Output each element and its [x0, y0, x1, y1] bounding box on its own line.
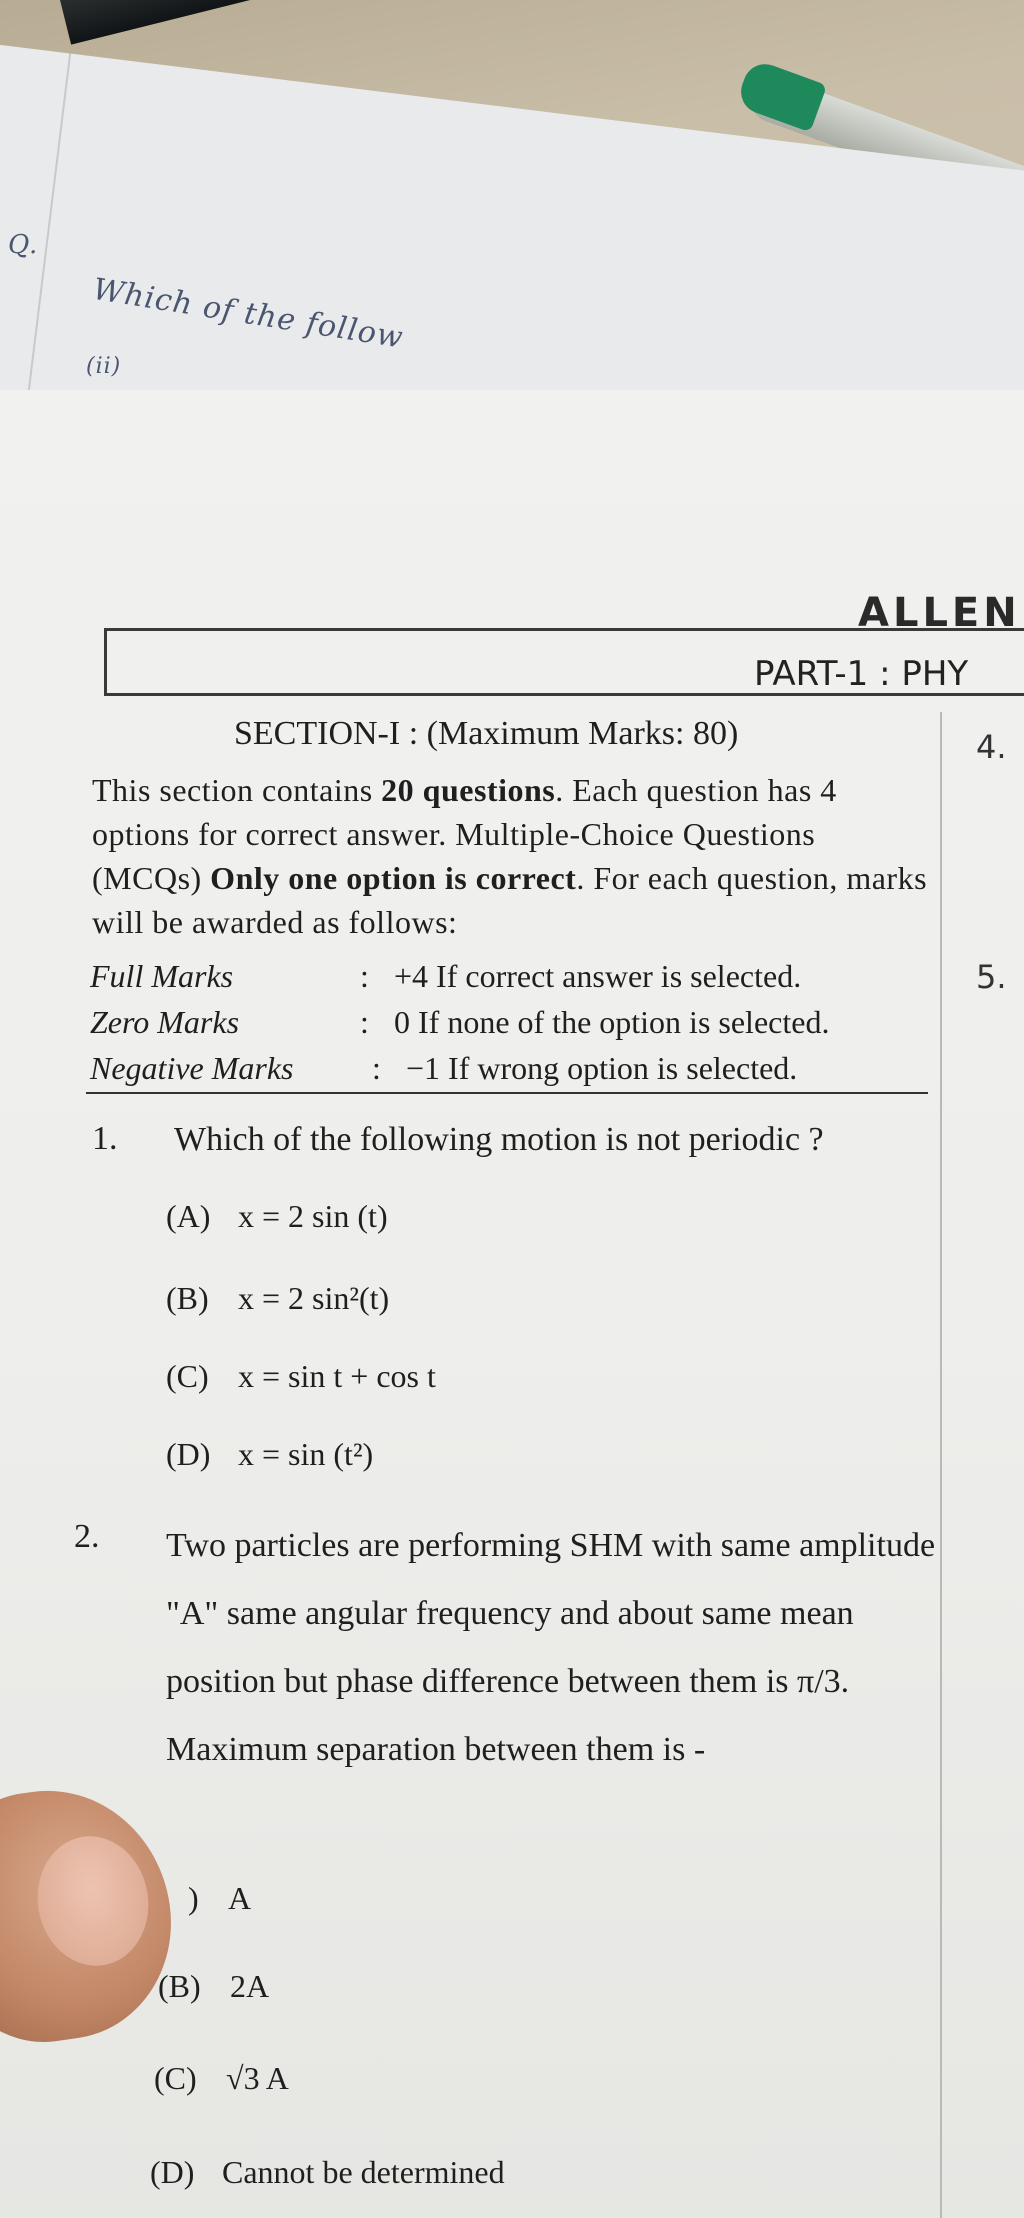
handwritten-q-mark: Q.: [8, 230, 39, 260]
section-divider: [86, 1092, 928, 1094]
instructions-text: . For each question, marks will be awarded as follows:: [92, 860, 928, 940]
option-text: Cannot be determined: [222, 2154, 505, 2190]
option-b: [158, 1968, 269, 2005]
marks-text: +4 If correct answer is selected.: [394, 958, 802, 994]
option-b: [166, 1280, 389, 1317]
question-number: 1.: [92, 1120, 118, 1157]
option-label: (B): [166, 1280, 209, 1316]
option-label: (B): [158, 1968, 201, 2004]
marks-row-zero: Zero Marks : 0 If none of the option is selected.: [90, 1004, 830, 1040]
instructions-bold: 20 questions: [381, 772, 556, 808]
side-question-number: 4.: [976, 728, 1007, 766]
marks-row-negative: Negative Marks : −1 If wrong option is selected.: [90, 1050, 798, 1086]
section-title: SECTION-I : (Maximum Marks: 80): [234, 715, 739, 752]
part-title: PART-1 : PHY: [754, 654, 969, 694]
handwritten-roman: (ii): [86, 354, 122, 379]
option-a: [188, 1880, 251, 1917]
option-label: (D): [150, 2154, 195, 2190]
column-divider: [940, 712, 942, 2218]
brand-logo: ALLEN: [858, 590, 1021, 636]
marks-label: Zero Marks: [90, 1004, 240, 1040]
option-d: [150, 2154, 505, 2191]
option-label: ): [188, 1880, 199, 1916]
option-text: A: [228, 1880, 252, 1916]
option-text: x = sin t + cos t: [238, 1358, 436, 1394]
option-label: (D): [166, 1436, 211, 1472]
option-text: x = 2 sin²(t): [238, 1280, 390, 1316]
marks-label: Negative Marks: [90, 1050, 294, 1086]
section-instructions: [92, 768, 932, 944]
question-number: 2.: [74, 1518, 100, 1555]
option-c: [154, 2060, 289, 2097]
marks-text: 0 If none of the option is selected.: [394, 1004, 830, 1040]
instructions-bold: Only one option is correct: [210, 860, 577, 896]
marks-label: Full Marks: [90, 958, 234, 994]
option-a: [166, 1198, 388, 1235]
option-text: √3 A: [226, 2060, 289, 2096]
option-d: [166, 1436, 373, 1473]
option-label: (C): [154, 2060, 197, 2096]
option-label: (C): [166, 1358, 209, 1394]
question-text: Which of the following motion is not periodic ?: [174, 1121, 824, 1158]
question-text: Two particles are performing SHM with same amplitude "A" same angular frequency and about same mean position but phase difference between them is π/3. Maximum separation between them is -: [166, 1527, 936, 1768]
option-c: [166, 1358, 436, 1395]
handwritten-text: Which of the follow: [90, 272, 407, 356]
option-text: 2A: [230, 1968, 270, 2004]
side-question-number: 5.: [976, 958, 1007, 996]
marks-row-full: Full Marks : +4 If correct answer is selected.: [90, 958, 802, 994]
option-text: x = 2 sin (t): [238, 1198, 388, 1234]
instructions-text: This section contains: [92, 772, 382, 808]
marks-text: −1 If wrong option is selected.: [406, 1050, 798, 1086]
option-text: x = sin (t²): [238, 1436, 374, 1472]
option-label: (A): [166, 1198, 211, 1234]
instructions-text: . Each question has 4 options for correct answer. Multiple-Choice Questions (MCQs): [92, 772, 837, 896]
